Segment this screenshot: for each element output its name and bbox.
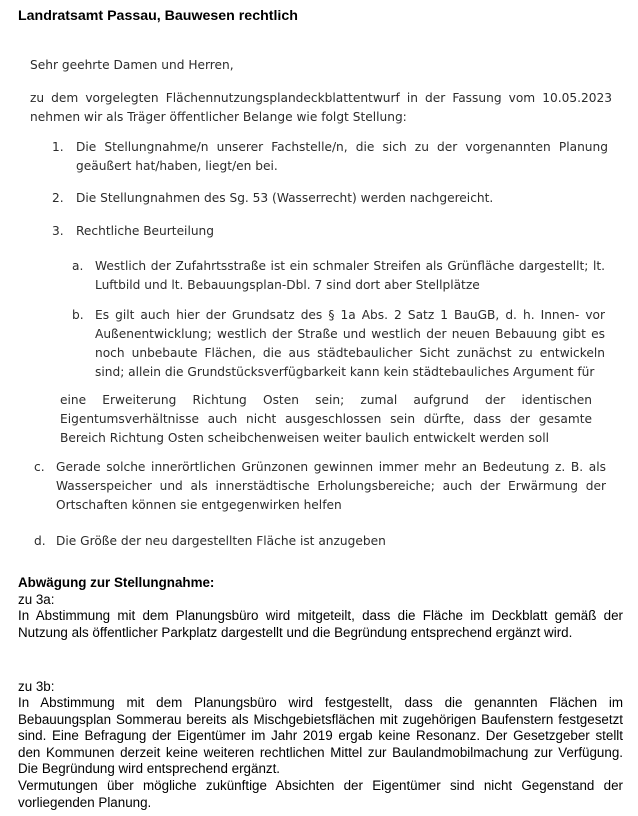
sub-d-marker: d. <box>34 534 46 548</box>
item-3-text: Rechtliche Beurteilung <box>76 224 215 238</box>
intro-paragraph: zu dem vorgelegten Flächennutzungsplandeckblattentwurf in der Fassung vom 10.05.2023 nehmen wir als Träger öffentlicher Belange wie folgt Stellung: <box>30 91 612 124</box>
text-3a: In Abstimmung mit dem Planungsbüro wird mitgeteilt, dass die Fläche im Deckblatt gemäß der Nutzung als öffentlicher Parkplatz dargestellt und die Begründung entsprechend ergänzt wird. <box>18 608 623 640</box>
item-2-marker: 2. <box>52 191 64 205</box>
sub-b-text: Es gilt auch hier der Grundsatz des § 1a Abs. 2 Satz 1 BauGB, d. h. Innen- vor Außenentwicklung; westlich der Straße und westlich der neuen Bebauung gibt es noch unbebaute Flächen, die aus städtebaulicher Sicht zunächst zu entwickeln sind; allein die Grundstücksverfügbarkeit kann kein städtebauliches Argument für <box>95 308 605 379</box>
item-1-marker: 1. <box>52 140 64 154</box>
salutation: Sehr geehrte Damen und Herren, <box>30 58 234 72</box>
sub-c-marker: c. <box>34 460 45 474</box>
sub-c-text: Gerade solche innerörtlichen Grünzonen gewinnen immer mehr an Bedeutung z. B. als Wasserspeicher und als innerstädtische Erholungsbereiche; auch der Erwärmung der Ortschaften können sie entgegenwirken helfen <box>56 460 606 512</box>
sub-a-marker: a. <box>72 259 84 273</box>
sub-b-marker: b. <box>72 308 84 322</box>
sub-d-text: Die Größe der neu dargestellten Fläche ist anzugeben <box>56 534 386 548</box>
label-3a: zu 3a: <box>18 592 55 607</box>
abwaegung-title: Abwägung zur Stellungnahme: <box>18 575 215 590</box>
continuation-paragraph: eine Erweiterung Richtung Osten sein; zumal aufgrund der identischen Eigentumsverhältnisse auch nicht ausgeschlossen sein dürfte, dass der gesamte Bereich Richtung Osten scheibchenweisen weiter baulich entwickelt werden soll <box>60 393 592 445</box>
document-heading: Landratsamt Passau, Bauwesen rechtlich <box>18 8 298 24</box>
sub-a-text: Westlich der Zufahrtsstraße ist ein schmaler Streifen als Grünfläche dargestellt; lt. Luftbild und lt. Bebauungsplan-Dbl. 7 sind dort aber Stellplätze <box>95 259 605 292</box>
text-3b-2: Vermutungen über mögliche zukünftige Absichten der Eigentümer sind nicht Gegenstand der vorliegenden Planung. <box>18 778 623 810</box>
text-3b: In Abstimmung mit dem Planungsbüro wird festgestellt, dass die genannten Flächen im Bebauungsplan Sommerau bereits als Mischgebietsflächen mit zugehörigen Baufenstern festgesetzt sind. Eine Befragung der Eigentümer im Jahr 2019 ergab keine Resonanz. Der Gesetzgeber stellt den Kommunen derzeit keine weiteren rechtlichen Mittel zur Baulandmobilmachung zur Verfügung. Die Begründung wird entsprechend ergänzt. <box>18 695 623 776</box>
item-1-text: Die Stellungnahme/n unserer Fachstelle/n, die sich zu der vorgenannten Planung geäußert hat/haben, liegt/en bei. <box>76 140 608 173</box>
label-3b: zu 3b: <box>18 679 55 694</box>
item-3-marker: 3. <box>52 224 64 238</box>
item-2-text: Die Stellungnahmen des Sg. 53 (Wasserrecht) werden nachgereicht. <box>76 191 494 205</box>
